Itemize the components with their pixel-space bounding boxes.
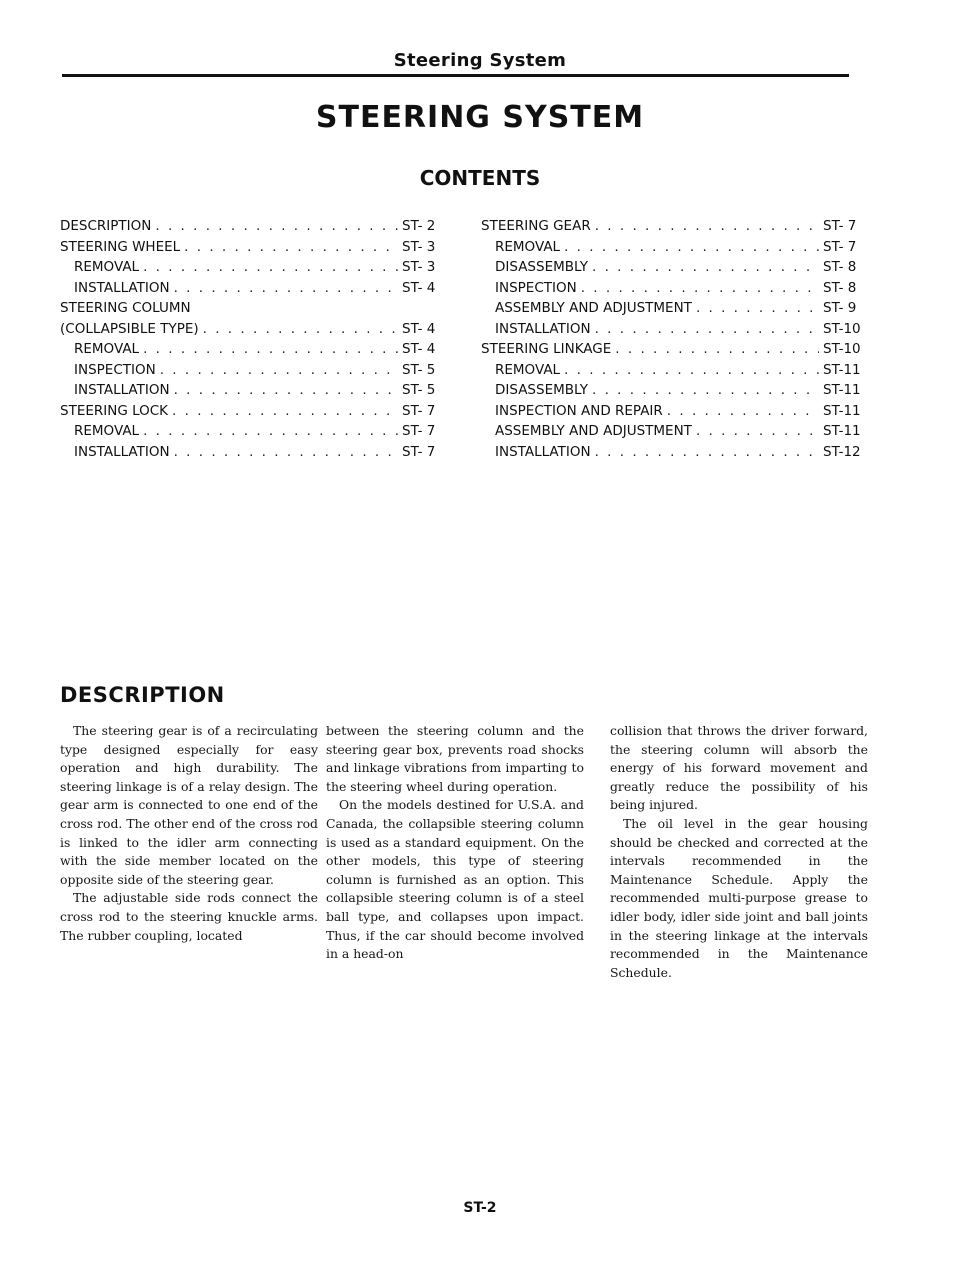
- toc-entry-label: DESCRIPTION: [60, 218, 152, 234]
- toc-entry-page: ST-10: [823, 341, 861, 357]
- toc-entry: [481, 298, 881, 319]
- toc-entry: [481, 442, 881, 463]
- toc-entry-label: ASSEMBLY AND ADJUSTMENT: [495, 300, 692, 316]
- toc-entry-page: ST- 5: [402, 382, 436, 398]
- toc-entry-page: ST-10: [823, 320, 861, 337]
- toc-left-column: [60, 216, 460, 462]
- toc-entry-label: REMOVAL: [495, 361, 561, 378]
- toc-entry: [60, 278, 460, 299]
- toc-entry: [60, 237, 460, 258]
- running-header: Steering System: [393, 50, 567, 71]
- toc-entry-page: ST-11: [823, 423, 861, 439]
- toc-entry-label: REMOVAL: [74, 259, 140, 275]
- toc-dot-leader: [595, 442, 819, 463]
- toc-dot-leader: [564, 237, 819, 258]
- toc-entry-page: ST- 8: [823, 259, 857, 275]
- toc-entry-page: ST- 8: [823, 279, 857, 296]
- toc-entry: [481, 319, 881, 340]
- toc-entry: [481, 360, 881, 381]
- toc-dot-leader: [667, 401, 819, 422]
- toc-dot-leader: [174, 380, 398, 401]
- toc-entry-label: INSPECTION: [74, 361, 156, 378]
- toc-entry: [60, 216, 460, 237]
- toc-dot-leader: [160, 360, 398, 381]
- toc-entry: [60, 360, 460, 381]
- paragraph: The adjustable side rods connect the cross rod to the steering knuckle arms. The rubber coupling, located: [60, 890, 318, 943]
- toc-entry-label: INSPECTION: [495, 279, 577, 296]
- toc-entry: [481, 339, 881, 360]
- toc-entry-label: STEERING COLUMN: [60, 300, 191, 316]
- toc-entry-page: ST-11: [823, 382, 861, 398]
- body-column-2: [326, 722, 584, 964]
- toc-entry-label: INSTALLATION: [74, 382, 170, 398]
- toc-entry-label: INSTALLATION: [74, 279, 170, 296]
- toc-entry: [60, 257, 460, 278]
- toc-entry-page: ST-11: [823, 361, 861, 378]
- toc-dot-leader: [174, 442, 398, 463]
- header-rule: [62, 74, 849, 77]
- toc-entry-label: REMOVAL: [495, 238, 561, 255]
- toc-entry: [60, 442, 460, 463]
- toc-dot-leader: [696, 421, 819, 442]
- toc-entry-label: INSTALLATION: [495, 443, 591, 460]
- toc-dot-leader: [143, 339, 398, 360]
- toc-dot-leader: [595, 319, 819, 340]
- toc-entry-label: INSTALLATION: [74, 443, 170, 460]
- toc-entry-page: ST- 3: [402, 238, 436, 255]
- toc-dot-leader: [564, 360, 819, 381]
- toc-dot-leader: [581, 278, 819, 299]
- toc-entry-page: ST- 7: [402, 443, 436, 460]
- paragraph: On the models destined for U.S.A. and Canada, the collapsible steering column is used as a standard equipment. On the other models, this type of steering column is furnished as an option. This collapsible steering column is of a steel ball type, and collapses upon impact. Thus, if the car should become involved in a head-on: [326, 797, 584, 962]
- toc-entry: [481, 401, 881, 422]
- toc-entry-page: ST- 7: [402, 423, 436, 439]
- toc-dot-leader: [143, 257, 398, 278]
- section-heading-description: DESCRIPTION: [60, 683, 225, 707]
- toc-entry-page: ST- 4: [402, 279, 436, 296]
- toc-entry-label: STEERING WHEEL: [60, 238, 181, 255]
- toc-entry-page: ST- 7: [402, 402, 436, 419]
- toc-entry-page: ST-11: [823, 402, 861, 419]
- toc-entry: [60, 421, 460, 442]
- toc-entry-label: STEERING LOCK: [60, 402, 169, 419]
- toc-entry-label: DISASSEMBLY: [495, 259, 588, 275]
- page-title: STEERING SYSTEM: [315, 100, 645, 135]
- toc-entry-page: ST-12: [823, 443, 861, 460]
- toc-entry-label: ASSEMBLY AND ADJUSTMENT: [495, 423, 692, 439]
- toc-entry-page: ST- 4: [402, 341, 436, 357]
- toc-dot-leader: [203, 319, 398, 340]
- toc-entry-label: INSTALLATION: [495, 320, 591, 337]
- paragraph: between the steering column and the steering gear box, prevents road shocks and linkage vibrations from imparting to the steering wheel during operation.: [326, 723, 584, 794]
- toc-entry-label: DISASSEMBLY: [495, 382, 588, 398]
- toc-dot-leader: [184, 237, 398, 258]
- toc-entry: [60, 380, 460, 401]
- toc-entry-label: REMOVAL: [74, 341, 140, 357]
- toc-dot-leader: [595, 216, 819, 237]
- toc-entry-page: ST- 7: [823, 238, 857, 255]
- toc-entry: [481, 216, 881, 237]
- contents-heading: CONTENTS: [419, 166, 541, 190]
- toc-entry: [481, 380, 881, 401]
- toc-entry-label: INSPECTION AND REPAIR: [495, 402, 663, 419]
- toc-entry: [481, 257, 881, 278]
- toc-dot-leader: [174, 278, 398, 299]
- toc-dot-leader: [155, 216, 398, 237]
- paragraph: collision that throws the driver forward, the steering column will absorb the energy of his forward movement and greatly reduce the possibility of his being injured.: [610, 723, 868, 813]
- toc-dot-leader: [143, 421, 398, 442]
- page-number: ST-2: [463, 1200, 497, 1216]
- toc-dot-leader: [696, 298, 819, 319]
- toc-entry: [60, 339, 460, 360]
- toc-entry: [481, 421, 881, 442]
- toc-dot-leader: [172, 401, 398, 422]
- toc-dot-leader: [615, 339, 819, 360]
- body-column-1: [60, 722, 318, 945]
- toc-entry: [60, 401, 460, 422]
- toc-entry-label: STEERING LINKAGE: [481, 341, 612, 357]
- paragraph: The oil level in the gear housing should be checked and corrected at the intervals recommended in the Maintenance Schedule. Apply the recommended multi-purpose grease to idler body, idler side joint and ball joints in the steering linkage at the intervals recommended in the Maintenance Schedule.: [610, 815, 868, 980]
- toc-right-column: [481, 216, 881, 462]
- toc-entry-page: ST- 9: [823, 300, 857, 316]
- toc-entry: [481, 237, 881, 258]
- toc-entry-label: REMOVAL: [74, 423, 140, 439]
- toc-entry: [60, 298, 460, 319]
- toc-entry-page: ST- 2: [402, 218, 436, 234]
- toc-entry: [481, 278, 881, 299]
- toc-entry: [60, 319, 460, 340]
- toc-entry-page: ST- 3: [402, 259, 436, 275]
- paragraph: The steering gear is of a recirculating type designed especially for easy operation and high durability. The steering linkage is of a relay design. The gear arm is connected to one end of the cross rod. The other end of the cross rod is linked to the idler arm connecting with the side member located on the opposite side of the steering gear.: [60, 723, 318, 887]
- toc-entry-label: STEERING GEAR: [481, 218, 591, 234]
- toc-entry-page: ST- 7: [823, 218, 857, 234]
- toc-entry-page: ST- 5: [402, 361, 436, 378]
- body-column-3: [610, 722, 868, 982]
- toc-dot-leader: [592, 257, 819, 278]
- toc-dot-leader: [592, 380, 819, 401]
- toc-entry-page: ST- 4: [402, 320, 436, 337]
- toc-entry-label: (COLLAPSIBLE TYPE): [60, 320, 199, 337]
